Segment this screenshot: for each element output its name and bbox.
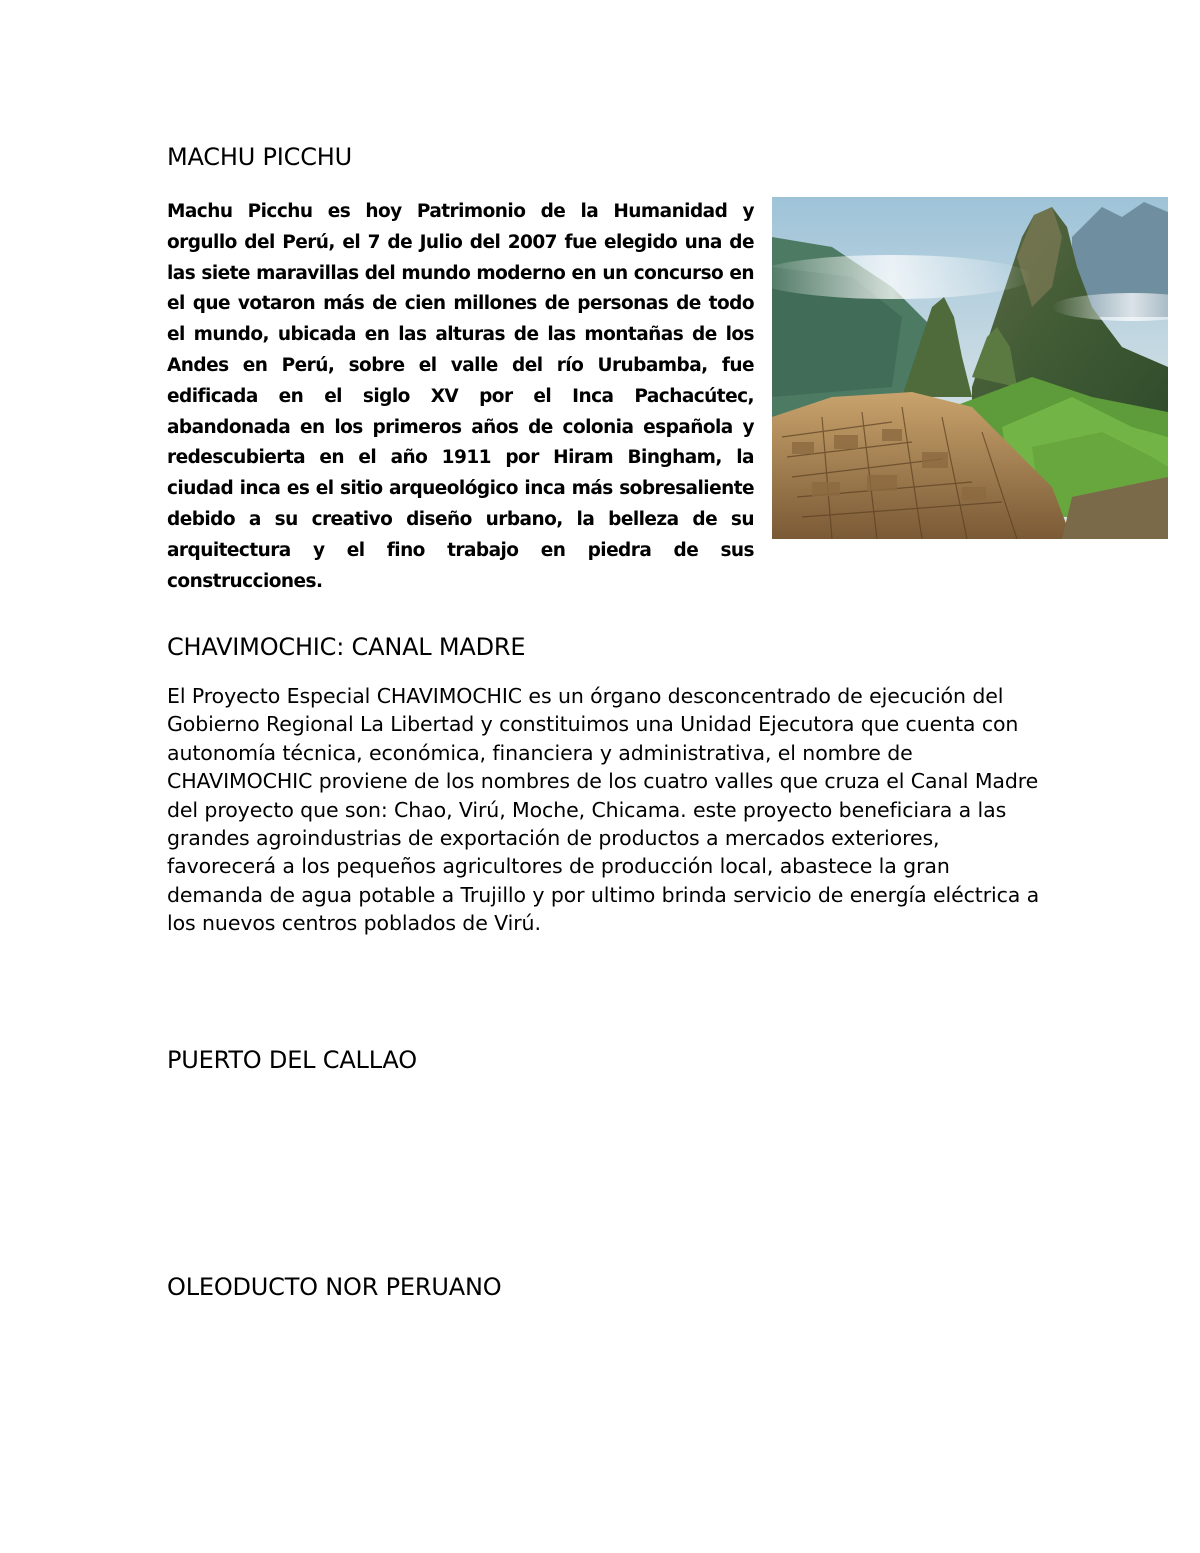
section-title-puerto-del-callao: PUERTO DEL CALLAO [167, 1046, 417, 1074]
machu-picchu-photo [772, 197, 1168, 539]
chavimochic-paragraph: El Proyecto Especial CHAVIMOCHIC es un órgano desconcentrado de ejecución del Gobierno Regional La Libertad y constituimos una Unidad Ejecutora que cuenta con autonomía técnica, económica, financiera y administrativa, el nombre de CHAVIMOCHIC proviene de los nombres de los cuatro valles que cruza el Canal Madre del proyecto que son: Chao, Virú, Moche, Chicama. este proyecto beneficiara a las grandes agroindustrias de exportación de productos a mercados exteriores, favorecerá a los pequeños agricultores de producción local, abastece la gran demanda de agua potable a Trujillo y por ultimo brinda servicio de energía eléctrica a los nuevos centros poblados de Virú. [167, 684, 1040, 936]
section-title-chavimochic: CHAVIMOCHIC: CANAL MADRE [167, 633, 526, 661]
machu-picchu-paragraph: Machu Picchu es hoy Patrimonio de la Humanidad y orgullo del Perú, el 7 de Julio del 2007 fue elegido una de las siete maravillas del mundo moderno en un concurso en el que votaron más de cien millones de personas de todo el mundo, ubicada en las alturas de las montañas de los Andes en Perú, sobre el valle del río Urubamba, fue edificada en el siglo XV por el Inca Pachacútec, abandonada en los primeros años de colonia española y redescubierta en el año 1911 por Hiram Bingham, la ciudad inca es el sitio arqueológico inca más sobresaliente debido a su creativo diseño urbano, la belleza de su arquitectura y el fino trabajo en piedra de sus construcciones. [167, 201, 754, 592]
section-title-machu-picchu: MACHU PICCHU [167, 143, 352, 171]
section-title-oleoducto-nor-peruano: OLEODUCTO NOR PERUANO [167, 1273, 502, 1301]
